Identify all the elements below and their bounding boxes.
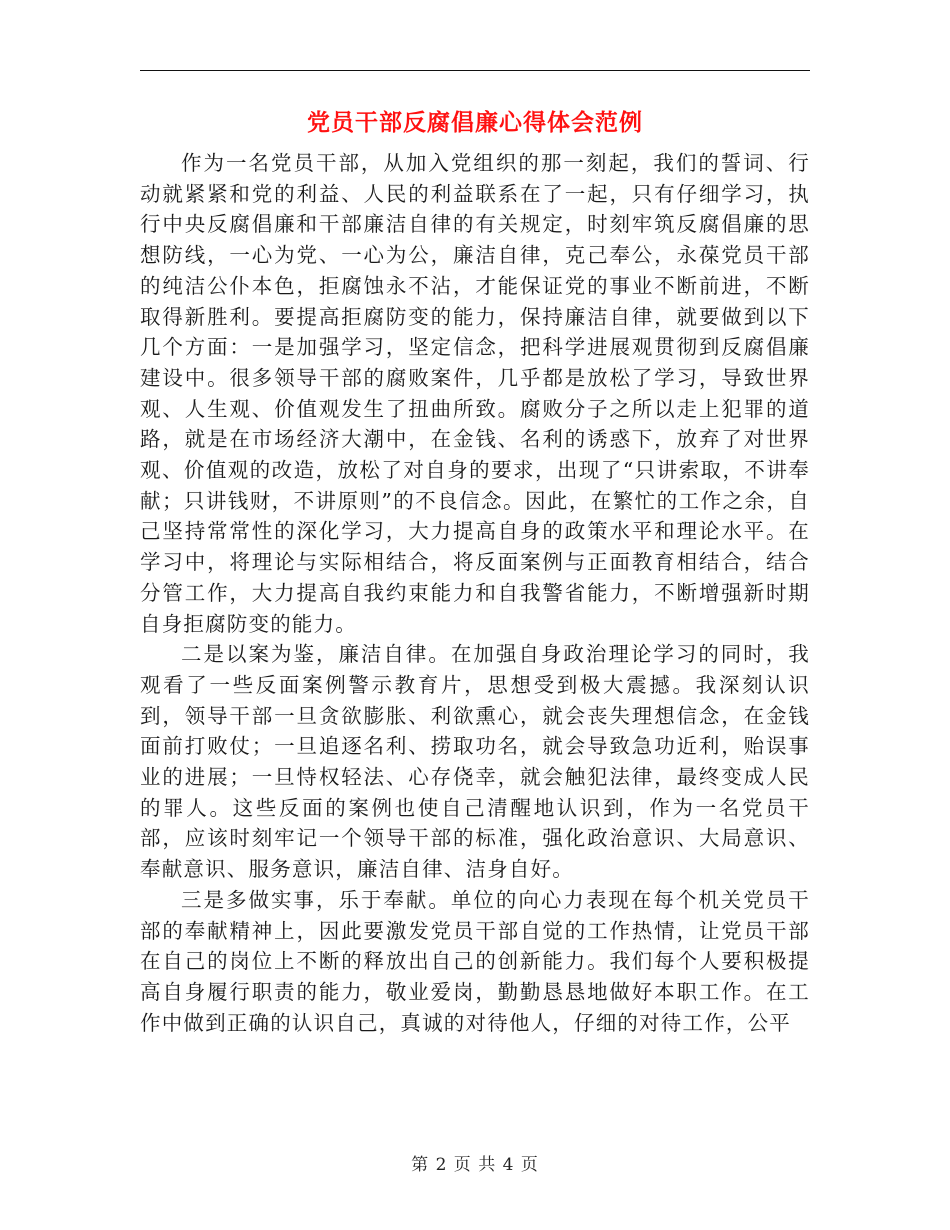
paragraph-3: 三是多做实事，乐于奉献。单位的向心力表现在每个机关党员干部的奉献精神上，因此要激发党员干部自觉的工作热情，让党员干部在自己的岗位上不断的释放出自己的创新能力。我们每个人要积极提高自身履行职责的能力，敬业爱岗，勤勤恳恳地做好本职工作。在工作中做到正确的认识自己，真诚的对待他人，仔细的对待工作，公平 (140, 887, 810, 1035)
document-body (140, 148, 810, 1038)
paragraph-2: 二是以案为鉴，廉洁自律。在加强自身政治理论学习的同时，我观看了一些反面案例警示教育片，思想受到极大震撼。我深刻认识到，领导干部一旦贪欲膨胀、利欲熏心，就会丧失理想信念，在金钱面前打败仗；一旦追逐名利、捞取功名，就会导致急功近利，贻误事业的进展；一旦恃权轻法、心存侥幸，就会触犯法律，最终变成人民的罪人。这些反面的案例也使自己清醒地认识到，作为一名党员干部，应该时刻牢记一个领导干部的标准，强化政治意识、大局意识、奉献意识、服务意识，廉洁自律、洁身自好。 (140, 642, 810, 882)
header-rule (140, 70, 810, 71)
page-number-footer: 第 2 页 共 4 页 (411, 1155, 539, 1175)
paragraph-1: 作为一名党员干部，从加入党组织的那一刻起，我们的誓词、行动就紧紧和党的利益、人民的利益联系在了一起，只有仔细学习，执行中央反腐倡廉和干部廉洁自律的有关规定，时刻牢筑反腐倡廉的思想防线，一心为党、一心为公，廉洁自律，克己奉公，永葆党员干部的纯洁公仆本色，拒腐蚀永不沾，才能保证党的事业不断前进，不断取得新胜利。要提高拒腐防变的能力，保持廉洁自律，就要做到以下几个方面：一是加强学习，坚定信念，把科学进展观贯彻到反腐倡廉建设中。很多领导干部的腐败案件，几乎都是放松了学习，导致世界观、人生观、价值观发生了扭曲所致。腐败分子之所以走上犯罪的道路，就是在市场经济大潮中，在金钱、名利的诱惑下，放弃了对世界观、价值观的改造，放松了对自身的要求，出现了“只讲索取，不讲奉献；只讲钱财，不讲原则”的不良信念。因此，在繁忙的工作之余，自己坚持常常性的深化学习，大力提高自身的政策水平和理论水平。在学习中，将理论与实际相结合，将反面案例与正面教育相结合，结合分管工作，大力提高自我约束能力和自我警省能力，不断增强新时期自身拒腐防变的能力。 (140, 151, 810, 636)
document-title: 党员干部反腐倡廉心得体会范例 (307, 109, 643, 136)
